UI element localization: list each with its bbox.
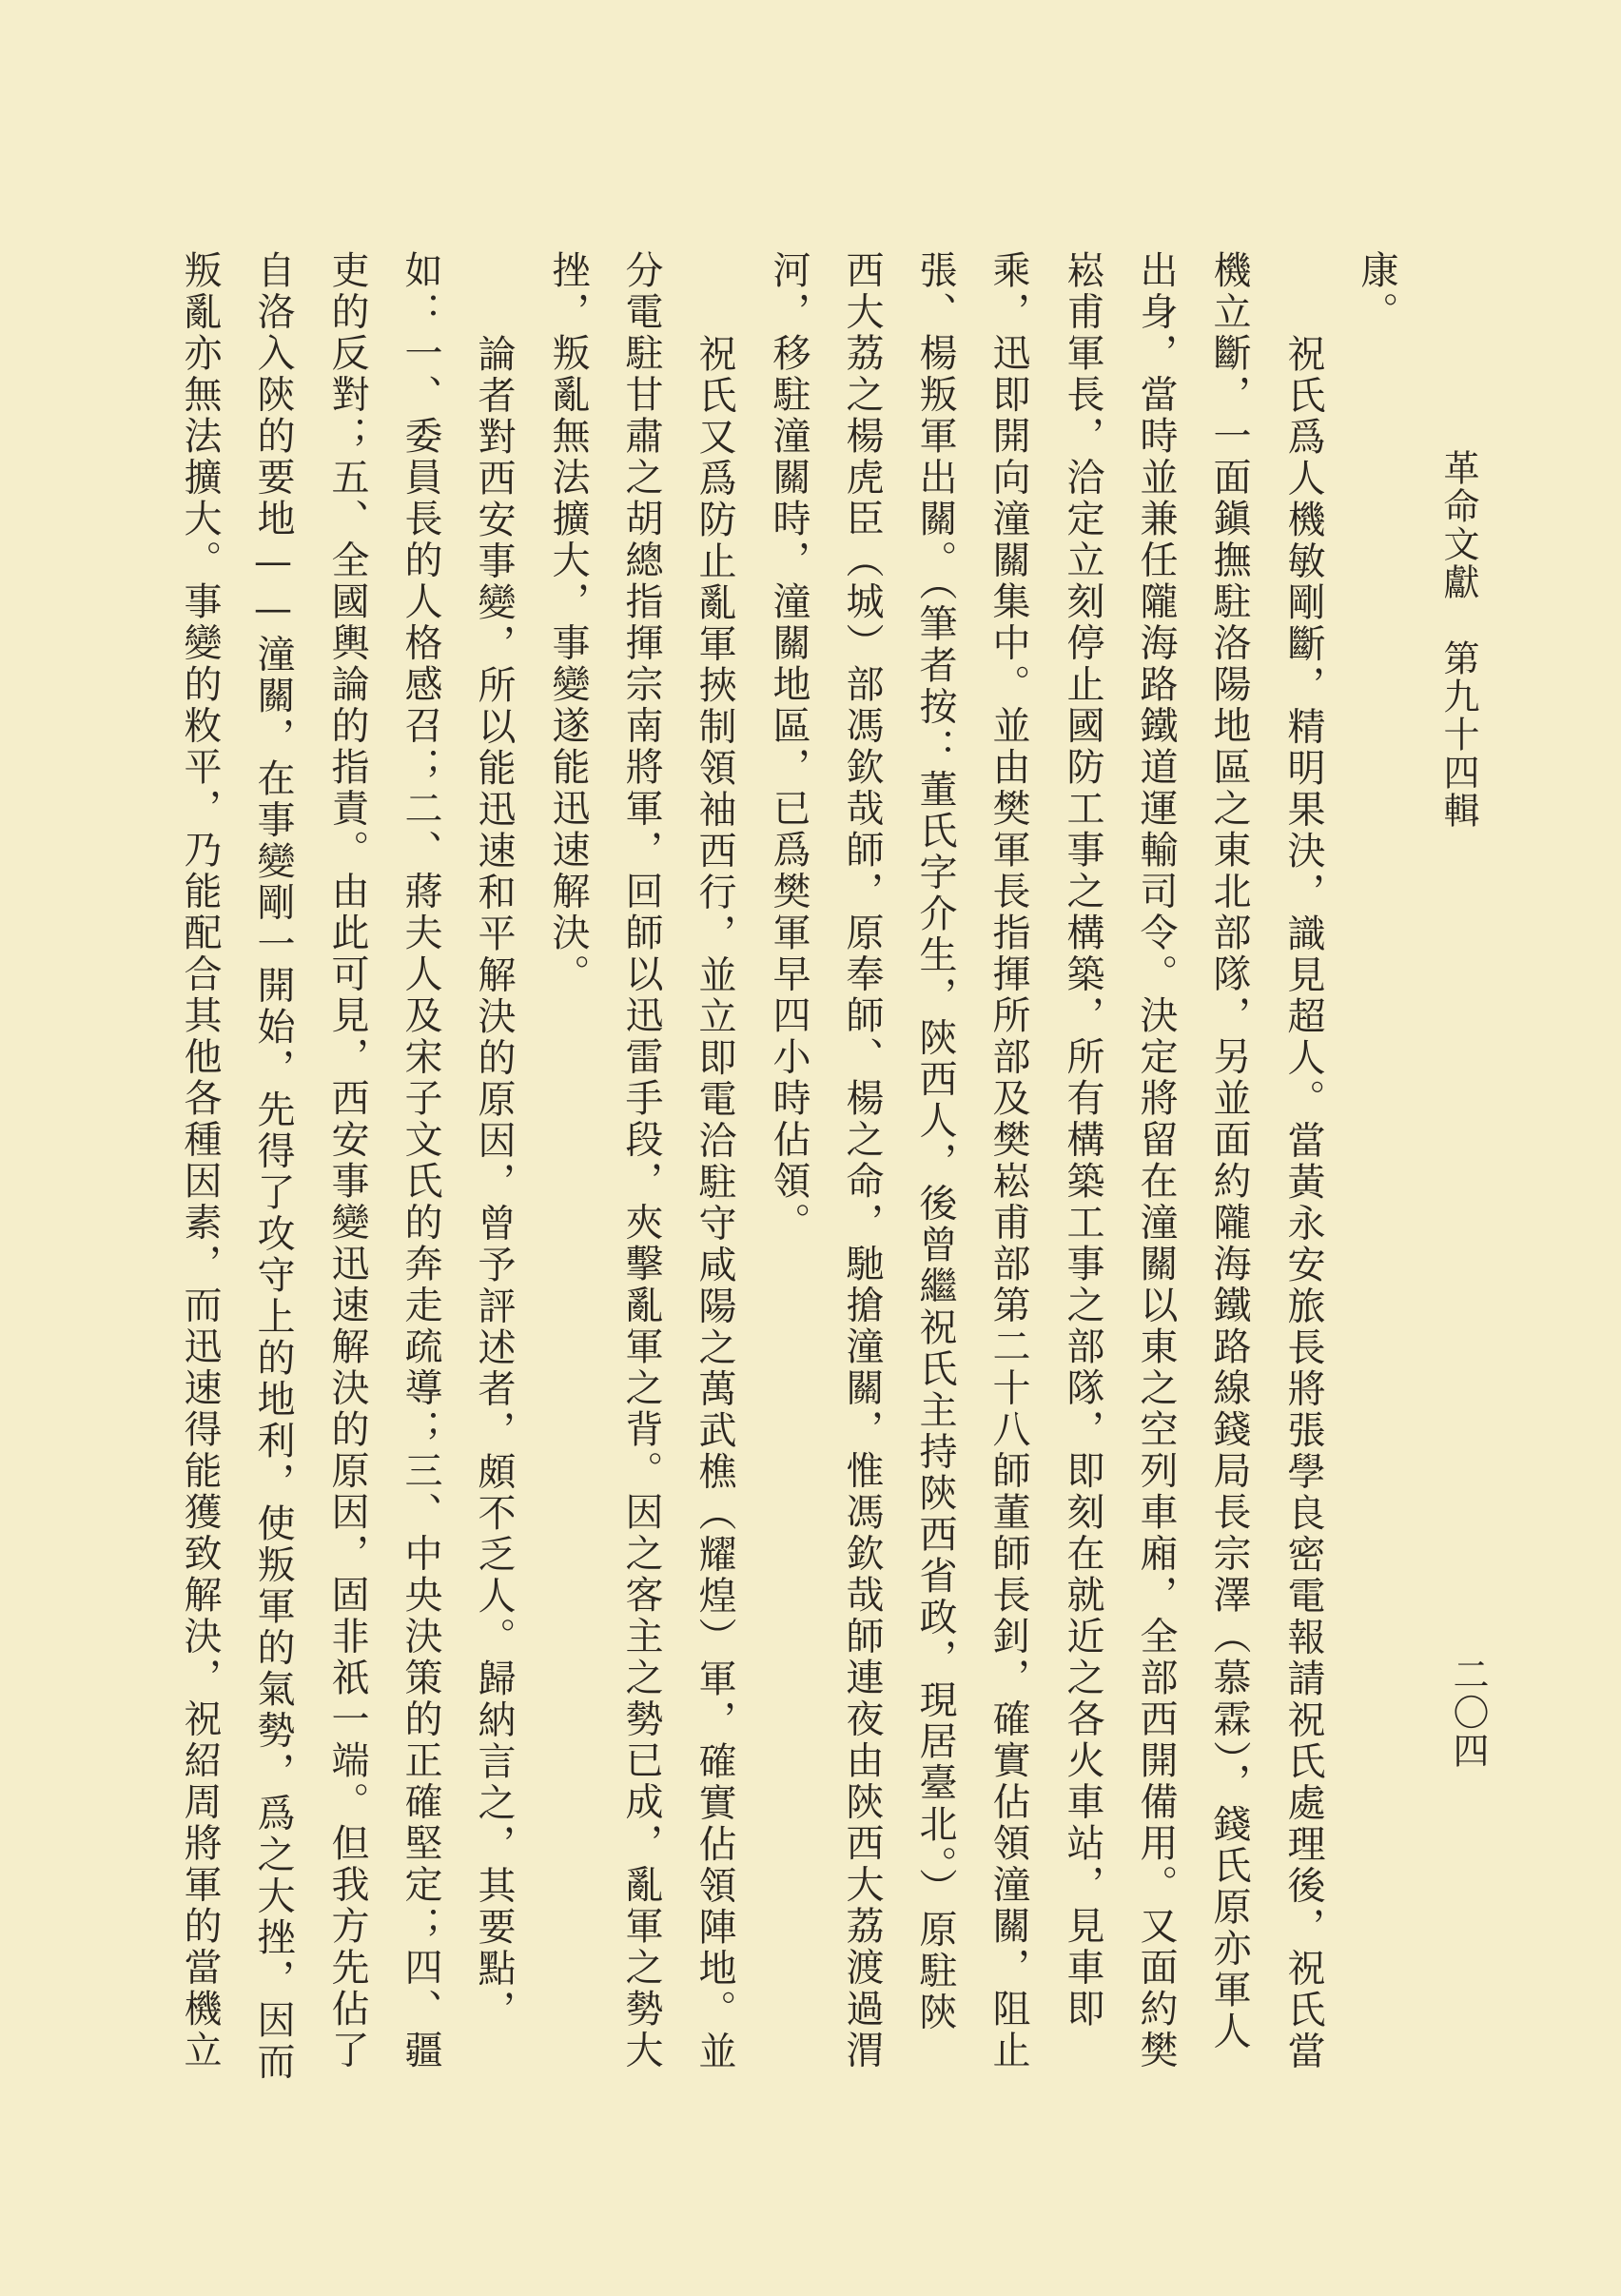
text-column: 挫，叛亂無法擴大，事變遂能迅速解決。 <box>546 250 590 995</box>
text-column: 河，移駐潼關時，潼關地區，已爲樊軍早四小時佔領。 <box>767 250 810 1244</box>
text-column: 祝氏又爲防止亂軍挾制領袖西行，並立即電洽駐守咸陽之萬武樵（耀煌）軍，確實佔領陣地。並 <box>693 334 736 2072</box>
text-column: 自洛入陝的要地——潼關，在事變剛一開始，先得了攻守上的地利，使叛軍的氣勢，爲之大挫，因而 <box>251 250 295 2083</box>
text-column: 論者對西安事變，所以能迅速和平解決的原因，曾予評述者，頗不乏人。歸納言之，其要點， <box>472 334 516 2031</box>
text-column: 如：一、委員長的人格感召；二、蔣夫人及宋子文氏的奔走疏導；三、中央決策的正確堅定；四、疆 <box>399 250 442 2071</box>
text-column: 張、楊叛軍出關。（筆者按：董氏字介生，陝西人，後曾繼祝氏主持陝西省政，現居臺北。）原駐陝 <box>913 250 957 2033</box>
text-column: 出身，當時並兼任隴海路鐵道運輸司令。決定將留在潼關以東之空列車廂，全部西開備用。又面約樊 <box>1134 250 1178 2071</box>
book-title: 革命文獻 <box>1437 449 1479 601</box>
text-column: 崧甫軍長，洽定立刻停止國防工事之構築，所有構築工事之部隊，即刻在就近之各火車站，見車即 <box>1061 250 1104 2031</box>
text-column: 乘，迅即開向潼關集中。並由樊軍長指揮所部及樊崧甫部第二十八師董師長釗，確實佔領潼關，阻止 <box>986 250 1030 2071</box>
text-column: 機立斷，一面鎭撫駐洛陽地區之東北部隊，另並面約隴海鐵路線錢局長宗澤（慕霖），錢氏原亦軍人 <box>1207 250 1251 2052</box>
text-column: 祝氏爲人機敏剛斷，精明果決，識見超人。當黃永安旅長將張學良密電報請祝氏處理後，祝氏當 <box>1281 334 1325 2072</box>
text-column: 分電駐甘肅之胡總指揮宗南將軍，回師以迅雷手段，夾擊亂軍之背。因之客主之勢已成，亂軍之勢大 <box>619 250 663 2071</box>
page-number: 二〇四 <box>1447 1656 1489 1770</box>
text-column: 叛亂亦無法擴大。事變的敉平，乃能配合其他各種因素，而迅速得能獲致解決，祝紹周將軍的當機立 <box>178 250 222 2071</box>
text-column: 康。 <box>1355 250 1398 333</box>
volume-number: 第九十四輯 <box>1437 639 1479 830</box>
text-column: 西大荔之楊虎臣（城）部馮欽哉師，原奉師、楊之命，馳搶潼關，惟馮欽哉師連夜由陝西大荔渡過渭 <box>840 250 884 2071</box>
text-column: 吏的反對；五、全國輿論的指責。由此可見，西安事變迅速解決的原因，固非祇一端。但我方先佔了 <box>325 250 369 2071</box>
running-header <box>1438 449 1478 830</box>
